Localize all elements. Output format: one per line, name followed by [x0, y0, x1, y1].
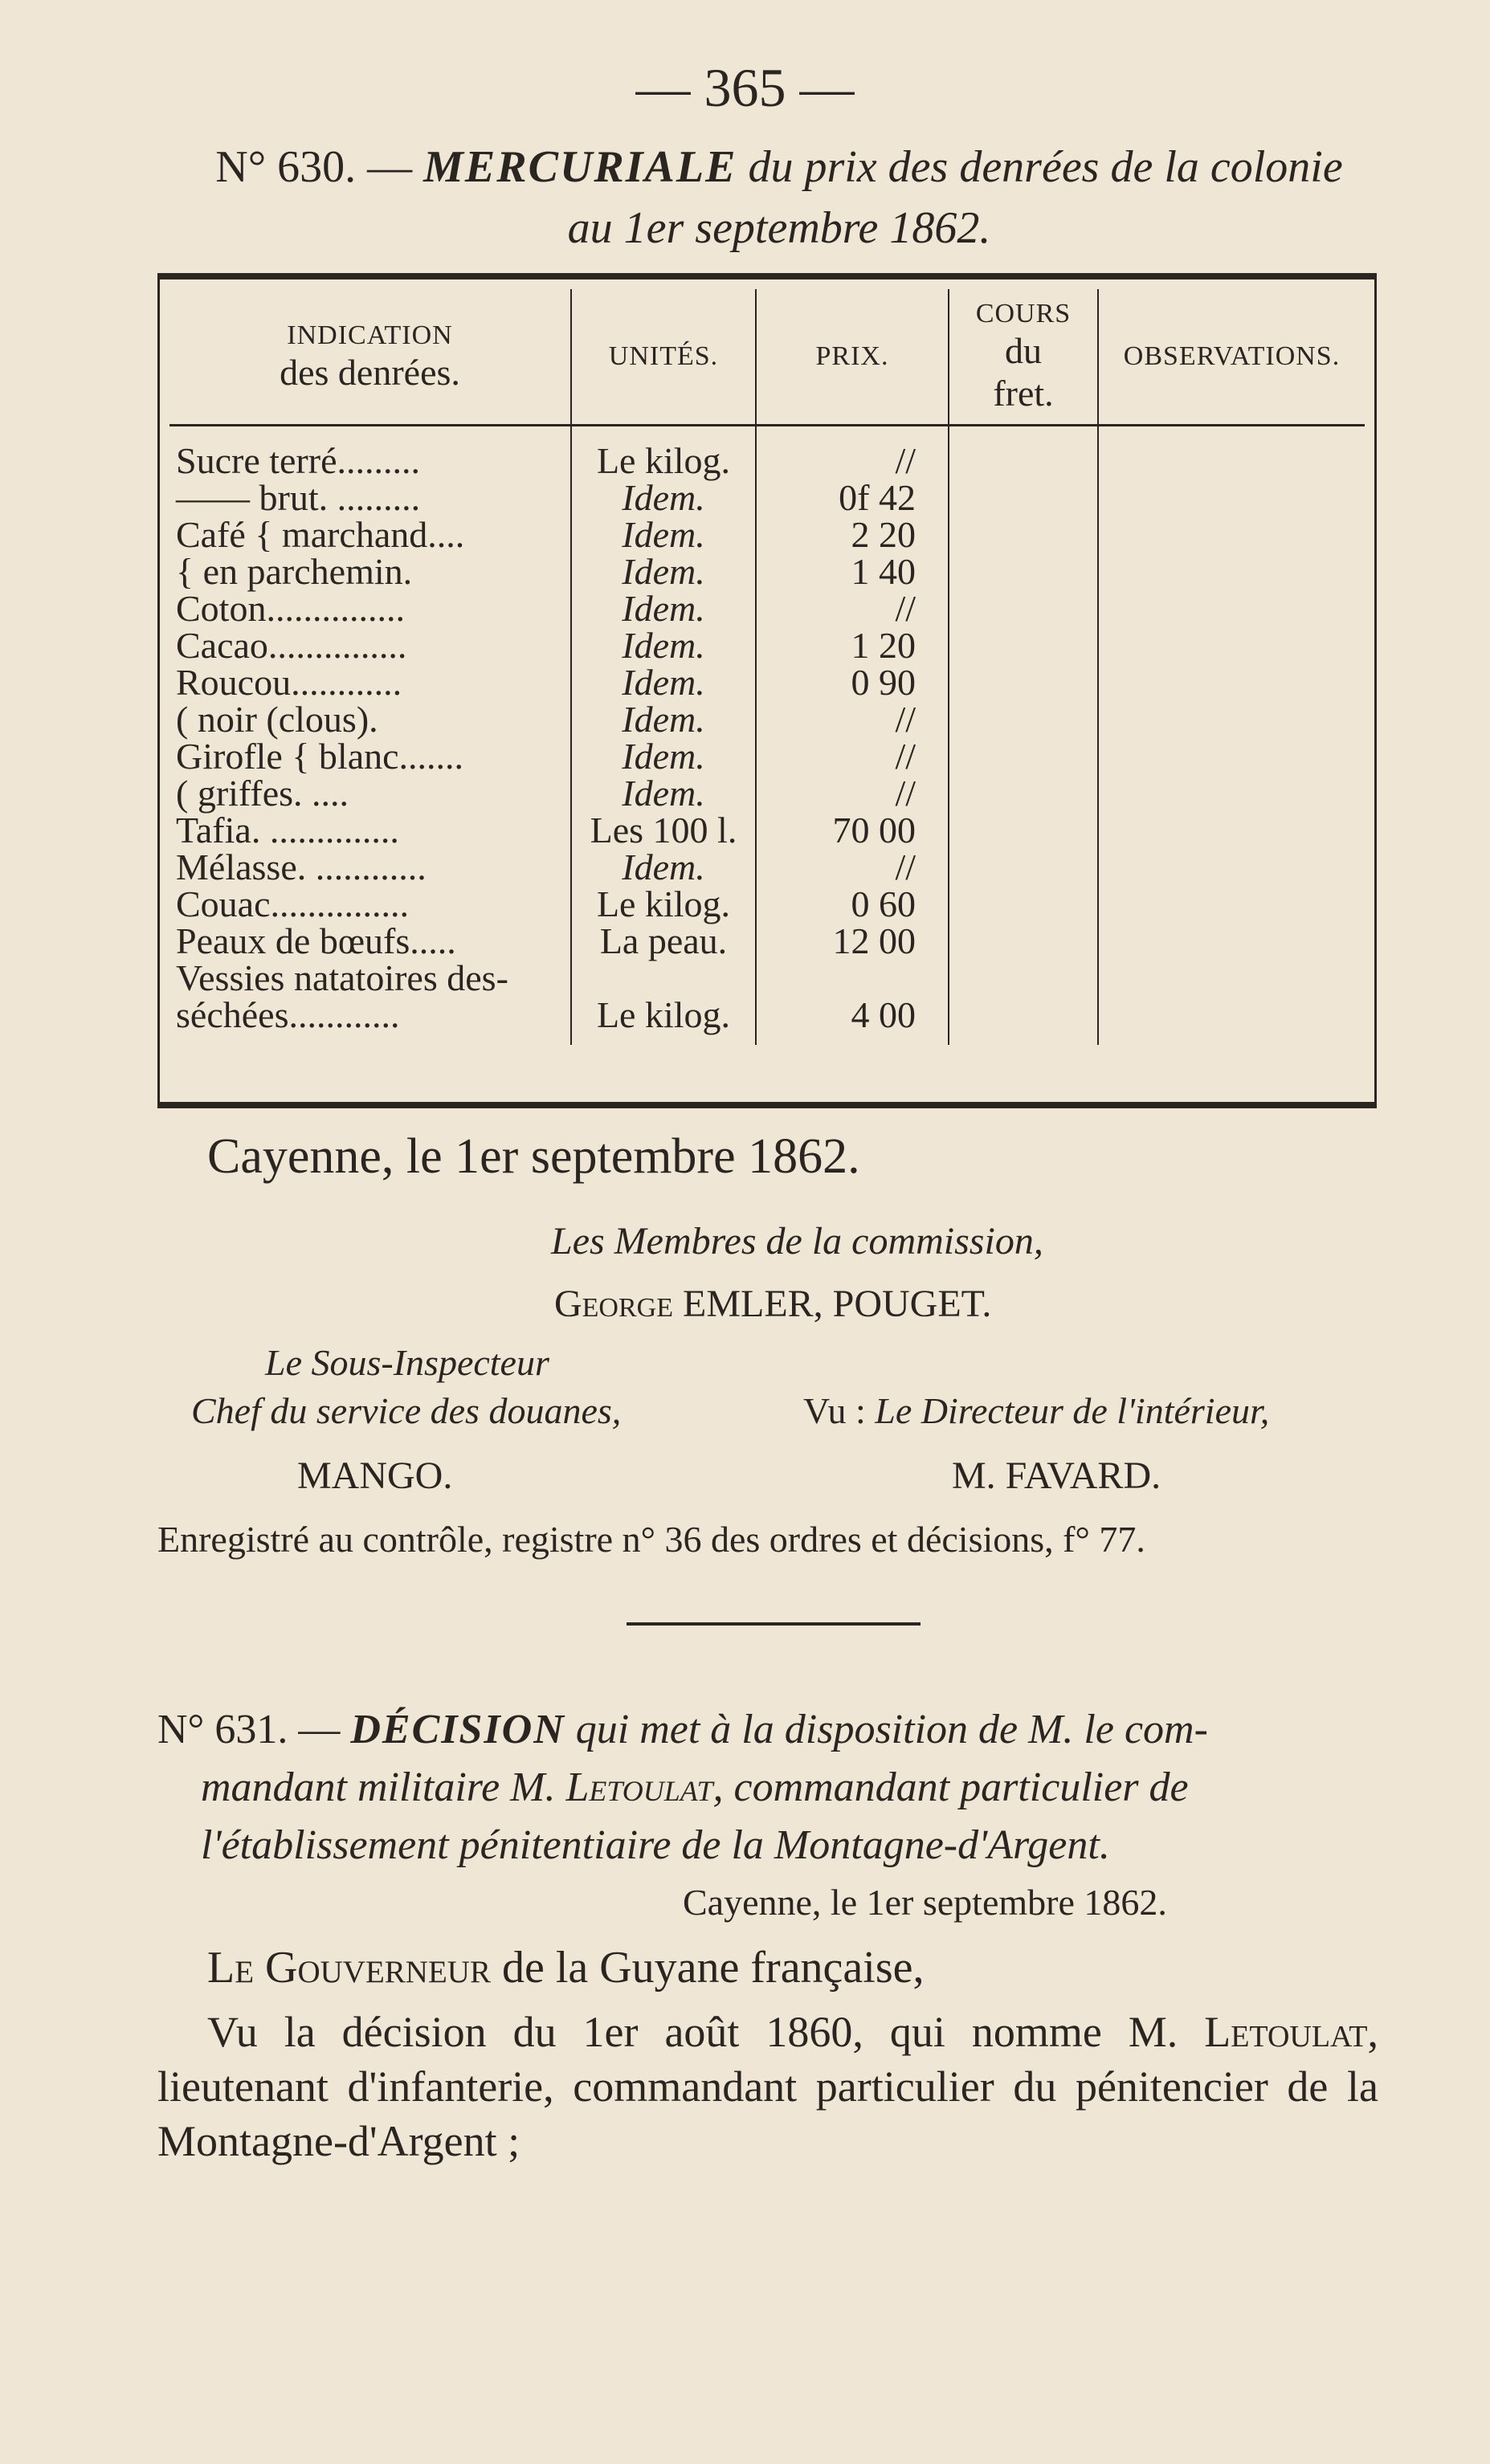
governor-line: Le Gouverneur de la Guyane française, [207, 1943, 925, 1993]
fret-cell [949, 426, 1098, 480]
chef-douanes-title: Chef du service des douanes, [191, 1390, 622, 1431]
product-cell: { en parchemin. [176, 551, 413, 592]
table-row [169, 479, 1365, 516]
observations-cell [1098, 849, 1365, 886]
product-cell: Roucou............ [176, 662, 402, 703]
product-cell: —— brut. ......... [176, 477, 421, 518]
unit-cell: Idem. [571, 627, 756, 664]
product-cell: séchées............ [176, 994, 400, 1035]
observations-cell [1098, 664, 1365, 701]
price-cell: 1 20 [756, 627, 949, 664]
doc630-title [153, 137, 1406, 259]
fret-cell [949, 701, 1098, 738]
unit-cell: Idem. [571, 479, 756, 516]
table-row [169, 627, 1365, 664]
observations-cell [1098, 627, 1365, 664]
fret-cell [949, 627, 1098, 664]
fret-cell [949, 849, 1098, 886]
table-row [169, 886, 1365, 923]
unit-cell: Le kilog. [571, 426, 756, 480]
observations-cell [1098, 701, 1365, 738]
doc631-date: Cayenne, le 1er septembre 1862. [683, 1882, 1167, 1923]
product-cell: Girofle { blanc....... [176, 736, 464, 777]
product-cell: Cacao............... [176, 625, 407, 666]
price-cell: // [756, 775, 949, 812]
table-row [169, 701, 1365, 738]
unit-cell: Idem. [571, 701, 756, 738]
fret-cell [949, 479, 1098, 516]
doc630-title-keyword: MERCURIALE [423, 142, 737, 192]
observations-cell [1098, 553, 1365, 590]
product-cell: ( griffes. .... [176, 773, 349, 814]
doc631-title: N° 631. — DÉCISION qui met à la disposition de M. le com- mandant militaire M. Letoulat, commandant particulier de l'établissement pénitentiaire de la Montagne-d'Argent. [157, 1707, 1208, 1868]
fret-cell [949, 664, 1098, 701]
price-cell: 0 60 [756, 886, 949, 923]
doc631-number: N° 631. — [157, 1707, 341, 1752]
table-row [169, 738, 1365, 775]
sous-inspecteur-title: Le Sous-Inspecteur [265, 1342, 549, 1383]
table-row [169, 923, 1365, 960]
table-row [169, 664, 1365, 701]
signature-favard: M. FAVARD. [952, 1454, 1161, 1497]
unit-cell: Idem. [571, 664, 756, 701]
observations-cell [1098, 775, 1365, 812]
doc631-title-keyword: DÉCISION [350, 1707, 565, 1752]
fret-cell [949, 997, 1098, 1045]
section-divider [627, 1622, 921, 1626]
table-row [169, 960, 1365, 997]
unit-cell [571, 960, 756, 997]
header-observations: OBSERVATIONS. [1098, 289, 1365, 426]
observations-cell [1098, 516, 1365, 553]
unit-cell: Idem. [571, 590, 756, 627]
price-cell: 0f 42 [756, 479, 949, 516]
price-cell: 70 00 [756, 812, 949, 849]
fret-cell [949, 775, 1098, 812]
price-cell [756, 960, 949, 997]
table-row [169, 426, 1365, 480]
header-prix: PRIX. [756, 289, 949, 426]
price-table-frame [157, 273, 1377, 1108]
price-cell: 1 40 [756, 553, 949, 590]
table-row [169, 590, 1365, 627]
fret-cell [949, 812, 1098, 849]
price-cell: // [756, 426, 949, 480]
unit-cell: Idem. [571, 516, 756, 553]
product-cell: Sucre terré......... [176, 440, 420, 481]
table-row [169, 997, 1365, 1045]
unit-cell: Idem. [571, 849, 756, 886]
price-cell: 0 90 [756, 664, 949, 701]
unit-cell: La peau. [571, 923, 756, 960]
observations-cell [1098, 479, 1365, 516]
table-row [169, 516, 1365, 553]
product-cell: Tafia. .............. [176, 810, 399, 851]
commission-heading: Les Membres de la commission, [551, 1220, 1043, 1263]
product-cell: ( noir (clous). [176, 699, 378, 740]
price-cell: 4 00 [756, 997, 949, 1045]
fret-cell [949, 553, 1098, 590]
vu-directeur: Vu : Le Directeur de l'intérieur, [803, 1390, 1270, 1431]
price-cell: 12 00 [756, 923, 949, 960]
price-cell: // [756, 701, 949, 738]
observations-cell [1098, 997, 1365, 1045]
fret-cell [949, 886, 1098, 923]
header-indication: INDICATION des denrées. [169, 289, 571, 426]
doc630-title-line2: au 1er septembre 1862. [567, 203, 991, 253]
doc630-title-rest: du prix des denrées de la colonie [748, 142, 1343, 192]
product-cell: Peaux de bœufs..... [176, 920, 456, 961]
product-cell: Couac............... [176, 883, 410, 924]
observations-cell [1098, 960, 1365, 997]
vu-decision-paragraph: Vu la décision du 1er août 1860, qui nomme M. Letoulat, lieutenant d'infanterie, commandant particulier du pénitencier de la Montagne-d'Argent ; [157, 2008, 1378, 2165]
fret-cell [949, 738, 1098, 775]
registration-note: Enregistré au contrôle, registre n° 36 des ordres et décisions, f° 77. [157, 1519, 1145, 1560]
observations-cell [1098, 812, 1365, 849]
commission-names: George EMLER, POUGET. [554, 1283, 992, 1325]
product-cell: Coton............... [176, 588, 405, 629]
price-cell: 2 20 [756, 516, 949, 553]
product-cell: Mélasse. ............ [176, 846, 427, 887]
observations-cell [1098, 923, 1365, 960]
table-body [169, 426, 1365, 1046]
observations-cell [1098, 426, 1365, 480]
table-row [169, 775, 1365, 812]
product-cell: Vessies natatoires des- [176, 957, 508, 998]
observations-cell [1098, 886, 1365, 923]
header-cours: COURS du fret. [949, 289, 1098, 426]
fret-cell [949, 960, 1098, 997]
unit-cell: Idem. [571, 775, 756, 812]
unit-cell: Idem. [571, 738, 756, 775]
product-cell: Café { marchand.... [176, 514, 465, 555]
price-cell: // [756, 849, 949, 886]
price-cell: // [756, 738, 949, 775]
page-number: — 365 — [635, 57, 855, 118]
price-cell: // [756, 590, 949, 627]
cayenne-date: Cayenne, le 1er septembre 1862. [207, 1129, 860, 1184]
price-table [169, 289, 1365, 1045]
unit-cell: Idem. [571, 553, 756, 590]
table-header-row [169, 289, 1365, 426]
unit-cell: Les 100 l. [571, 812, 756, 849]
observations-cell [1098, 738, 1365, 775]
table-row [169, 553, 1365, 590]
header-unites: UNITÉS. [571, 289, 756, 426]
observations-cell [1098, 590, 1365, 627]
unit-cell: Le kilog. [571, 997, 756, 1045]
fret-cell [949, 923, 1098, 960]
table-row [169, 812, 1365, 849]
fret-cell [949, 590, 1098, 627]
table-row [169, 849, 1365, 886]
signature-mango: MANGO. [297, 1454, 453, 1497]
fret-cell [949, 516, 1098, 553]
doc630-number: N° 630. — [215, 142, 413, 192]
unit-cell: Le kilog. [571, 886, 756, 923]
